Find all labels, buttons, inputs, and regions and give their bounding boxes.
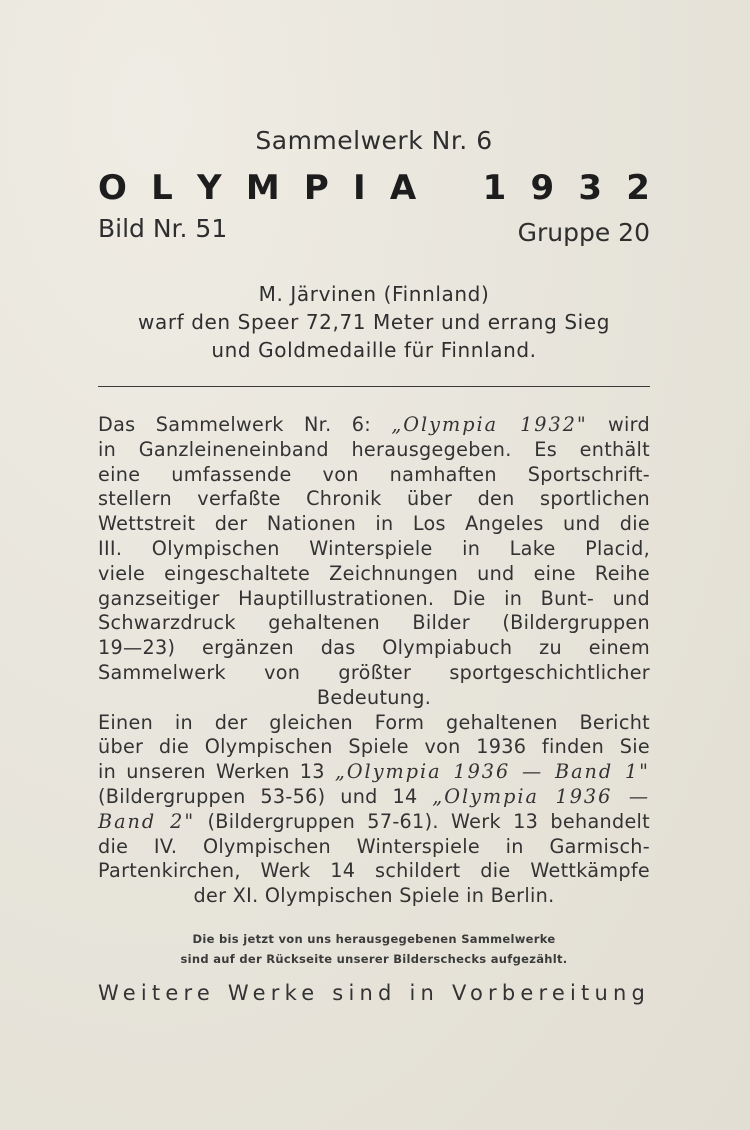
text-span: (Bildergruppen 53-56) und 14 bbox=[98, 784, 433, 808]
text-line: Einen in der gleichen Form gehaltenen Bericht bbox=[98, 710, 650, 734]
text-line: 19—23) ergänzen das Olympiabuch zu einem bbox=[98, 636, 650, 660]
caption-athlete: M. Järvinen (Finnland) bbox=[258, 282, 490, 306]
title-letter: Y bbox=[196, 168, 222, 208]
publisher-note bbox=[98, 929, 650, 969]
caption-line: und Goldmedaille für Finnland. bbox=[211, 338, 537, 362]
text-line: die IV. Olympischen Winterspiele in Garmisch- bbox=[98, 834, 650, 858]
footer-notice: Weitere Werke sind in Vorbereitung bbox=[98, 981, 650, 1005]
text-span: in unseren Werken 13 bbox=[98, 760, 335, 784]
text-line bbox=[98, 413, 650, 438]
title-letter: 9 bbox=[530, 168, 555, 208]
divider-rule bbox=[98, 386, 650, 387]
title-letter bbox=[440, 168, 458, 208]
text-line bbox=[98, 760, 650, 785]
series-heading: Sammelwerk Nr. 6 bbox=[255, 126, 493, 155]
group-number: Gruppe 20 bbox=[517, 218, 650, 247]
title-letter: M bbox=[245, 168, 280, 208]
title-letter: 2 bbox=[626, 168, 650, 208]
card-meta bbox=[98, 214, 650, 247]
title-letter: P bbox=[303, 168, 329, 208]
text-line: über die Olympischen Spiele von 1936 finden Sie bbox=[98, 735, 650, 759]
picture-caption bbox=[98, 280, 650, 364]
work-title: „Olympia 1936 — Band 1" bbox=[334, 760, 651, 784]
text-line: Wettstreit der Nationen in Los Angeles und die bbox=[98, 512, 650, 536]
text-line: Schwarzdruck gehaltenen Bilder (Bildergruppen bbox=[98, 611, 650, 635]
text-line bbox=[98, 785, 650, 810]
work-title: Band 2" bbox=[98, 809, 196, 833]
text-span: wird bbox=[587, 413, 650, 436]
title-letter: O bbox=[98, 168, 127, 208]
text-line bbox=[98, 810, 650, 835]
picture-number: Bild Nr. 51 bbox=[98, 214, 228, 243]
text-line: der XI. Olympischen Spiele in Berlin. bbox=[193, 884, 555, 908]
work-title: „Olympia 1932" bbox=[391, 413, 588, 436]
text-span: (Bildergruppen 57-61). Werk 13 behandelt bbox=[195, 809, 651, 833]
text-line: Partenkirchen, Werk 14 schildert die Wettkämpfe bbox=[98, 859, 650, 883]
note-line: Die bis jetzt von uns herausgegebenen Sammelwerke bbox=[192, 932, 556, 946]
text-line: ganzseitiger Hauptillustrationen. Die in Bunt- und bbox=[98, 586, 650, 610]
text-line: III. Olympischen Winterspiele in Lake Placid, bbox=[98, 536, 650, 560]
title-letter: 3 bbox=[578, 168, 602, 208]
title-letter: A bbox=[389, 168, 417, 208]
text-line: stellern verfaßte Chronik über den sportlichen bbox=[98, 487, 650, 511]
work-title: „Olympia 1936 — bbox=[432, 784, 651, 808]
title-letter: 1 bbox=[482, 168, 507, 208]
text-line: in Ganzleineneinband herausgegeben. Es enthält bbox=[98, 437, 650, 461]
text-line: Bedeutung. bbox=[316, 685, 432, 709]
main-title bbox=[98, 168, 650, 208]
title-letter: L bbox=[151, 168, 173, 208]
description-text bbox=[98, 413, 650, 909]
title-letter: I bbox=[352, 168, 366, 208]
caption-line: warf den Speer 72,71 Meter und errang Sieg bbox=[138, 310, 610, 334]
text-line: eine umfassende von namhaften Sportschrift- bbox=[98, 462, 650, 486]
note-line: sind auf der Rückseite unserer Bilderschecks aufgezählt. bbox=[180, 952, 568, 966]
text-line: Sammelwerk von größter sportgeschichtlicher bbox=[98, 660, 650, 684]
text-line: viele eingeschaltete Zeichnungen und eine Reihe bbox=[98, 561, 650, 585]
text-span: Das Sammelwerk Nr. 6: bbox=[98, 413, 392, 436]
